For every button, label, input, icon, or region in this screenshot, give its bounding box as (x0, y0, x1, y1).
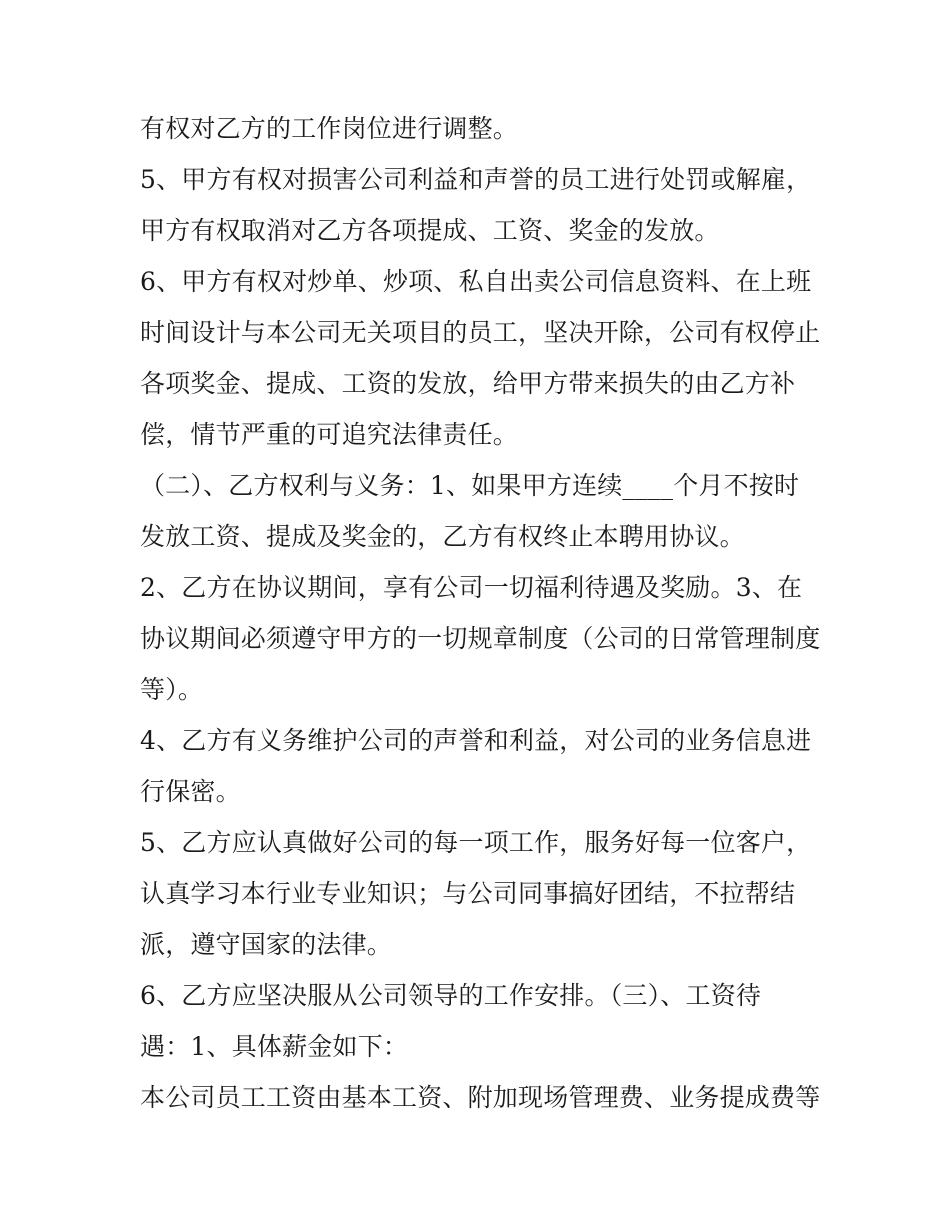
text-line: 各项奖金、提成、工资的发放，给甲方带来损失的由乙方补 (140, 369, 796, 398)
text-line: 协议期间必须遵守甲方的一切规章制度（公司的日常管理制度 (140, 624, 821, 653)
text-line: 5、乙方应认真做好公司的每一项工作，服务好每一位客户， (140, 828, 812, 857)
text-line: 遇：1、具体薪金如下： (140, 1032, 409, 1061)
text-line: 偿，情节严重的可追究法律责任。 (140, 420, 519, 449)
text-line: 有权对乙方的工作岗位进行调整。 (140, 114, 519, 143)
text-line: 6、甲方有权对炒单、炒项、私自出卖公司信息资料、在上班 (140, 267, 812, 296)
text-line: 等）。 (140, 675, 204, 704)
text-line: 2、乙方在协议期间，享有公司一切福利待遇及奖励。3、在 (140, 573, 803, 602)
text-line: 发放工资、提成及奖金的，乙方有权终止本聘用协议。 (140, 522, 745, 551)
text-line: 本公司员工工资由基本工资、附加现场管理费、业务提成费等 (140, 1083, 821, 1112)
text-line: 4、乙方有义务维护公司的声誉和利益，对公司的业务信息进 (140, 726, 812, 755)
text-line: 时间设计与本公司无关项目的员工，坚决开除，公司有权停止 (140, 318, 821, 347)
text-line: 甲方有权取消对乙方各项提成、工资、奖金的发放。 (140, 216, 720, 245)
text-line: 派，遵守国家的法律。 (140, 930, 393, 959)
text-line: 行保密。 (140, 777, 241, 806)
document-body (140, 103, 820, 1123)
text-line: 5、甲方有权对损害公司利益和声誉的员工进行处罚或解雇， (140, 165, 812, 194)
text-line: 认真学习本行业专业知识；与公司同事搞好团结，不拉帮结 (140, 879, 796, 908)
text-line: 6、乙方应坚决服从公司领导的工作安排。（三）、工资待 (140, 981, 762, 1010)
text-line: （二）、乙方权利与义务：1、如果甲方连续____个月不按时 (140, 471, 800, 500)
